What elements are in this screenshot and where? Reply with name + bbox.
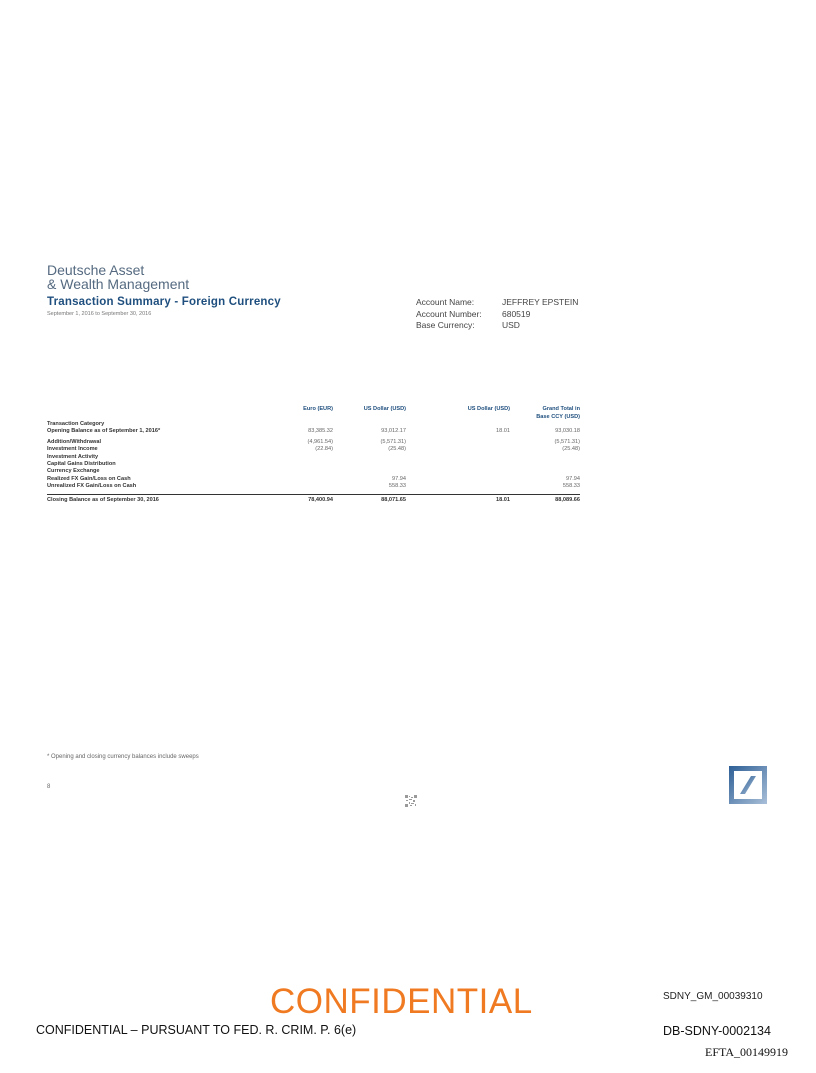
col-header-grand-total-line2: Base CCY (USD) [536, 414, 580, 420]
table-row: Capital Gains Distribution [47, 461, 116, 468]
table-row: Unrealized FX Gain/Loss on Cash 558.33 558.33 [47, 483, 580, 490]
table-row: Opening Balance as of September 1, 2016* 83,385.32 93,012.17 18.01 93,030.18 [47, 428, 580, 435]
qr-code-icon [405, 795, 417, 807]
transaction-table [47, 405, 580, 506]
col-header-eur: Euro (EUR) [303, 406, 333, 412]
table-row: Investment Activity [47, 453, 99, 460]
brand-line-2: & Wealth Management [47, 276, 190, 292]
account-number-row [416, 309, 578, 321]
account-number-label: Account Number: [416, 308, 482, 319]
bates-efta: EFTA_00149919 [705, 1045, 789, 1059]
table-row: Addition/Withdrawal (4,961.54) (5,571.31) (5,571.31) [47, 438, 580, 445]
bates-db-sdny: DB-SDNY-0002134 [663, 1024, 771, 1038]
table-row: Realized FX Gain/Loss on Cash 97.94 97.94 [47, 475, 580, 482]
deutsche-bank-logo-icon [729, 766, 767, 804]
account-number-value: 680519 [502, 308, 531, 319]
closing-balance-row: Closing Balance as of September 30, 2016 78,400.94 88,071.65 18.01 88,089.66 [47, 494, 580, 506]
base-currency-label: Base Currency: [416, 320, 475, 330]
confidential-footer: CONFIDENTIAL – PURSUANT TO FED. R. CRIM. P. 6(e) [36, 1023, 357, 1037]
account-name-value: JEFFREY EPSTEIN [502, 297, 579, 307]
base-currency-row [416, 320, 578, 332]
col-header-grand-total [510, 405, 580, 421]
base-currency-value: USD [502, 320, 520, 330]
page-number: 8 [47, 784, 51, 790]
account-name-row [416, 297, 578, 309]
brand-name [47, 263, 189, 291]
col-header-usd-2: US Dollar (USD) [467, 406, 510, 412]
table-row: Currency Exchange [47, 468, 100, 475]
table-header-row [47, 405, 580, 421]
account-name-label: Account Name: [416, 297, 475, 307]
confidential-stamp: CONFIDENTIAL [270, 982, 533, 1021]
footnote: * Opening and closing currency balances include sweeps [47, 754, 199, 760]
brand-line-1: Deutsche Asset [47, 262, 145, 278]
page-title: Transaction Summary - Foreign Currency [47, 296, 281, 308]
category-header-row [47, 421, 580, 428]
account-info [416, 297, 578, 332]
statement-period: September 1, 2016 to September 30, 2016 [47, 311, 152, 317]
col-header-usd: US Dollar (USD) [363, 406, 406, 412]
col-header-grand-total-line1: Grand Total in [542, 406, 580, 412]
table-row: Investment Income (22.84) (25.48) (25.48) [47, 446, 580, 453]
bates-sdny: SDNY_GM_00039310 [663, 991, 763, 1002]
category-header: Transaction Category [47, 421, 105, 427]
